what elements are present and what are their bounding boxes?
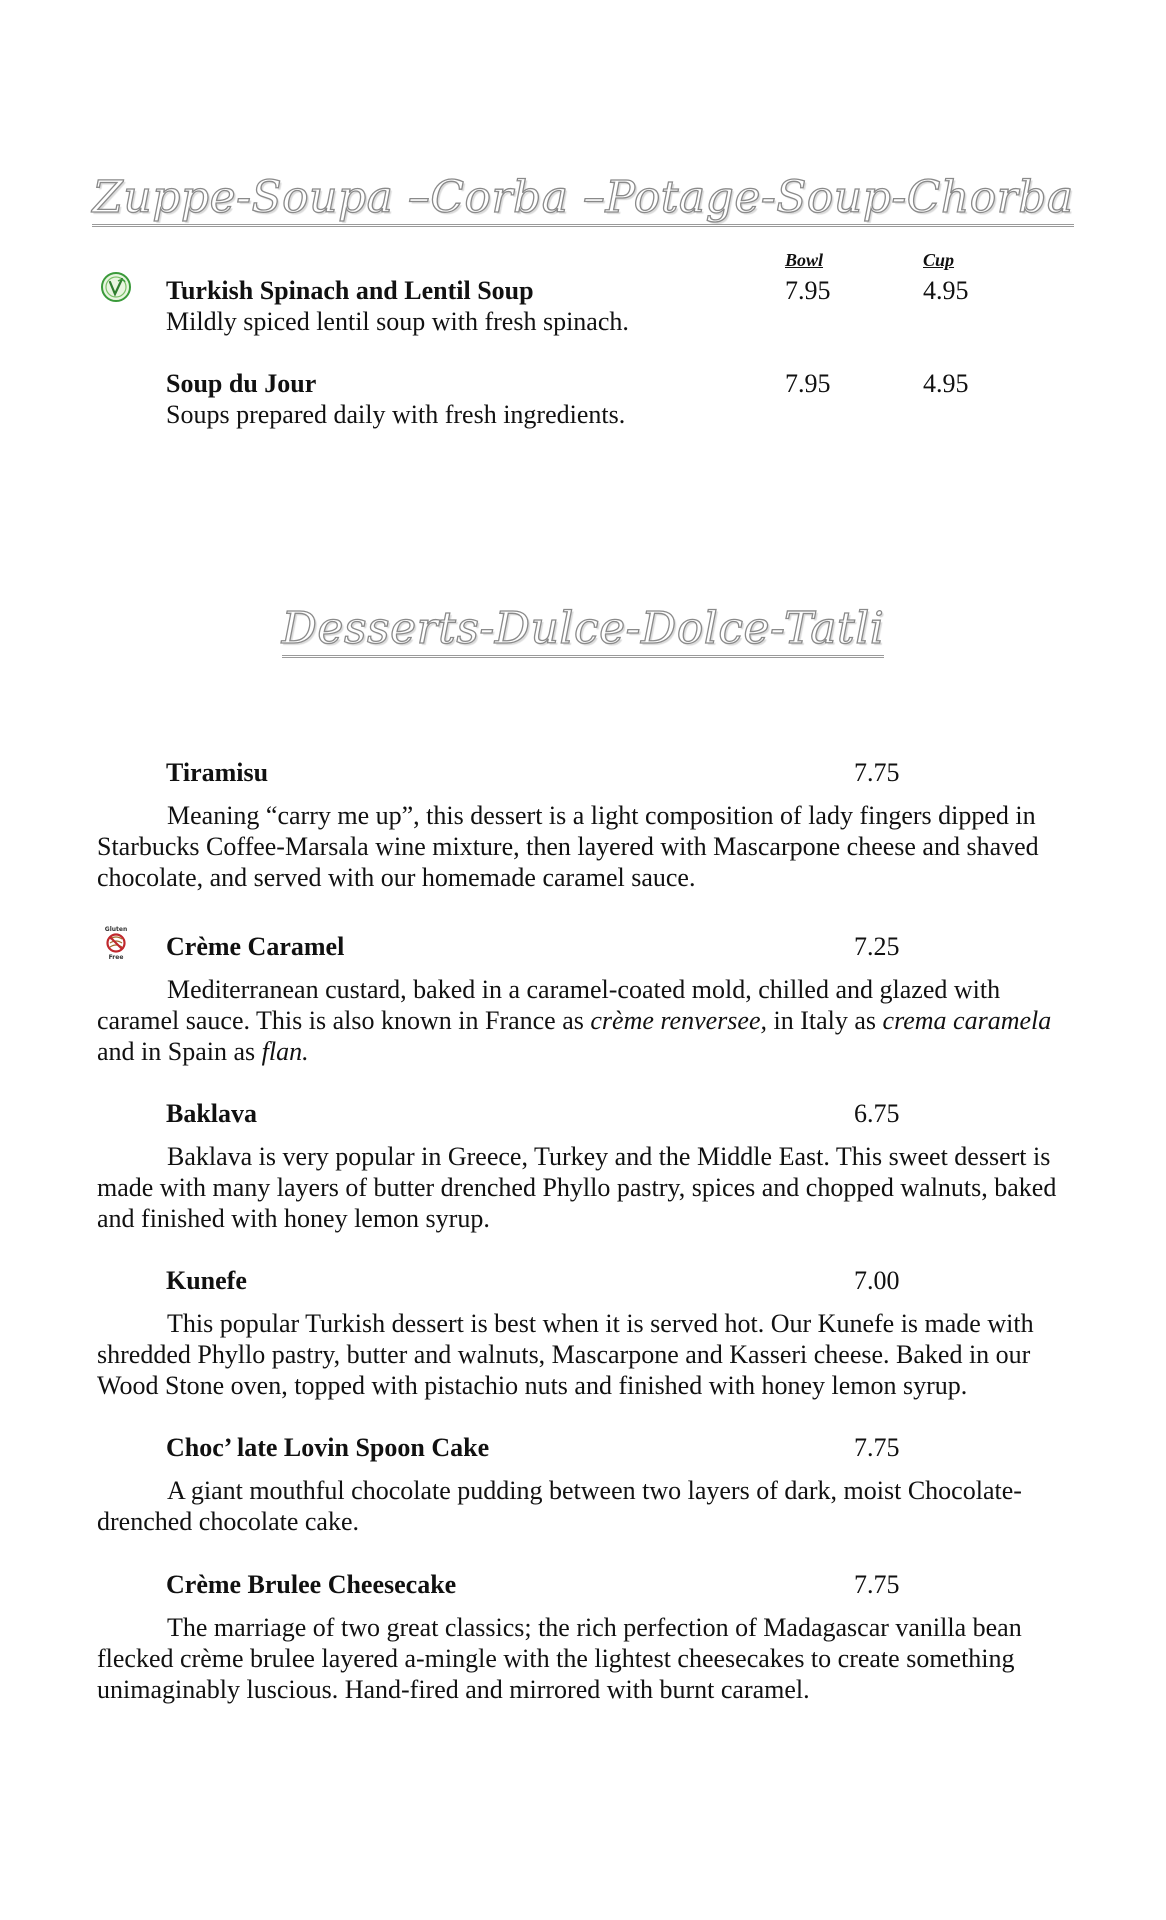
dessert-price: 7.00 [854,1266,900,1295]
dessert-name: Choc’ late Lovin Spoon Cake [166,1433,490,1462]
dessert-price: 7.75 [854,758,900,787]
soup-description: Mildly spiced lentil soup with fresh spinach. [166,307,629,336]
soup-name: Soup du Jour [166,369,317,398]
dessert-description: Mediterranean custard, baked in a caramel-coated mold, chilled and glazed with caramel sauce. This is also known in France as crème renversee, in Italy as crema caramela and in Spain as flan. [97,975,1052,1066]
soup-name: Turkish Spinach and Lentil Soup [166,276,534,305]
vegetarian-icon [99,270,133,304]
dessert-section-title: Desserts-Dulce-Dolce-Tatli [0,603,1166,654]
soup-cup-price: 4.95 [923,369,969,398]
dessert-name: Kunefe [166,1266,247,1295]
bowl-column-header: Bowl [785,250,824,270]
dessert-price: 7.25 [854,932,900,961]
dessert-name: Crème Caramel [166,932,345,961]
dessert-description: A giant mouthful chocolate pudding between two layers of dark, moist Chocolate-drenched chocolate cake. [97,1476,1022,1536]
dessert-price: 6.75 [854,1099,900,1128]
dessert-description: Meaning “carry me up”, this dessert is a light composition of lady fingers dipped in Starbucks Coffee-Marsala wine mixture, then layered with Mascarpone cheese and shaved chocolate, and served with our homemade caramel sauce. [97,801,1039,892]
cup-column-header: Cup [923,250,955,270]
svg-text:Gluten: Gluten [104,926,128,933]
soup-section-title: Zuppe-Soupa –Corba –Potage-Soup-Chorba [0,172,1166,223]
soup-bowl-price: 7.95 [785,369,831,398]
dessert-price: 7.75 [854,1570,900,1599]
dessert-description: The marriage of two great classics; the rich perfection of Madagascar vanilla bean flecked crème brulee layered a-mingle with the lightest cheesecakes to create something unimaginably luscious. Hand-fired and mirrored with burnt caramel. [97,1613,1022,1704]
dessert-price: 7.75 [854,1433,900,1462]
gluten-free-icon [98,925,134,961]
dessert-description: This popular Turkish dessert is best when it is served hot. Our Kunefe is made with shredded Phyllo pastry, butter and walnuts, Mascarpone and Kasseri cheese. Baked in our Wood Stone oven, topped with pistachio nuts and finished with honey lemon syrup. [97,1309,1034,1400]
soup-description: Soups prepared daily with fresh ingredients. [166,400,626,429]
soup-bowl-price: 7.95 [785,276,831,305]
dessert-name: Baklava [166,1099,258,1128]
soup-cup-price: 4.95 [923,276,969,305]
dessert-name: Tiramisu [166,758,269,787]
dessert-name: Crème Brulee Cheesecake [166,1570,457,1599]
dessert-description: Baklava is very popular in Greece, Turkey and the Middle East. This sweet dessert is made with many layers of butter drenched Phyllo pastry, spices and chopped walnuts, baked and finished with honey lemon syrup. [97,1142,1057,1233]
svg-text:Free: Free [108,954,124,961]
